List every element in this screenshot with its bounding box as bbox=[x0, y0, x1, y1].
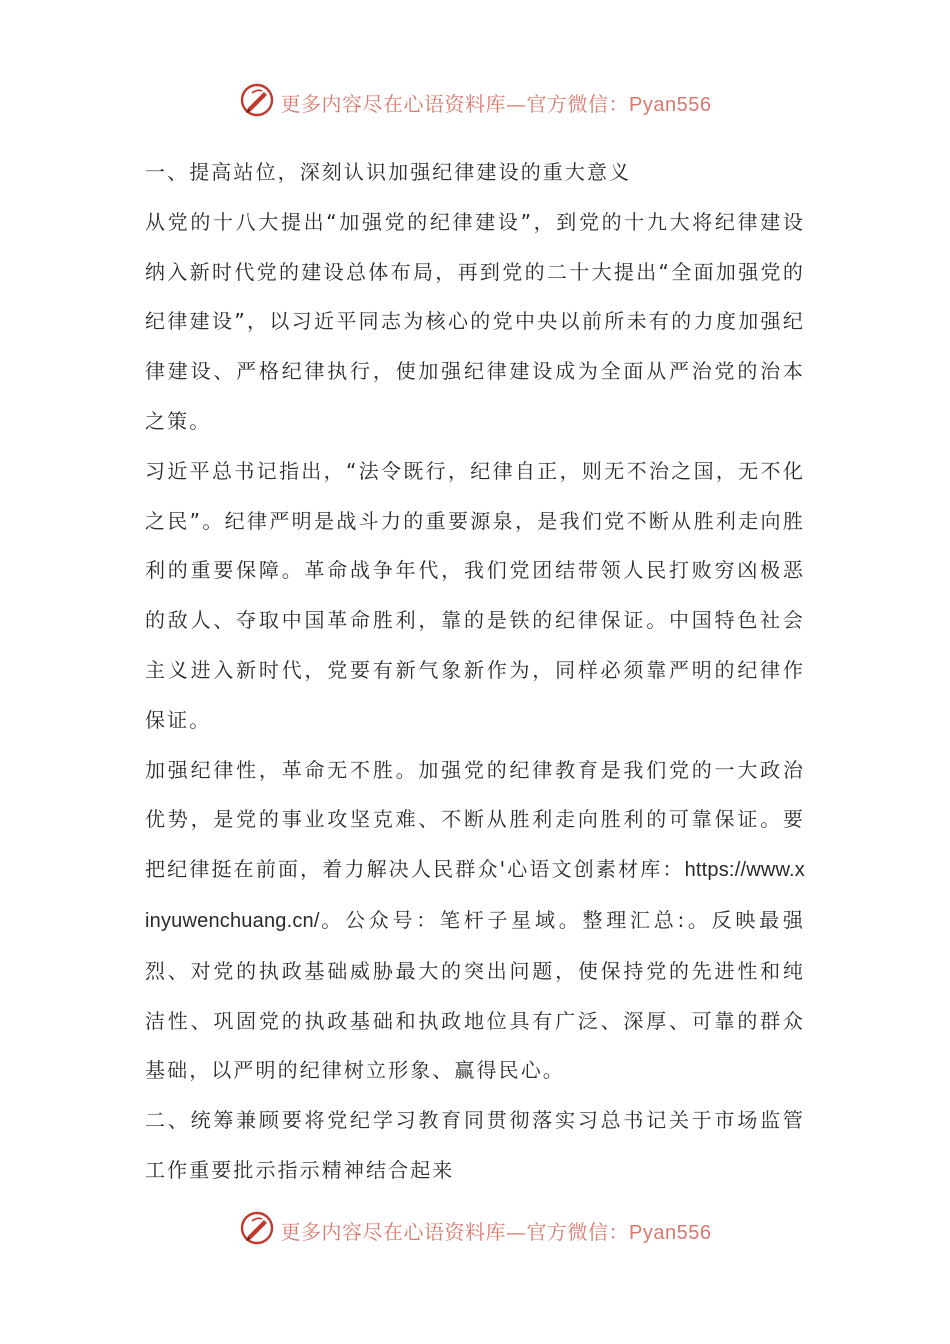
section-heading-1: 一、提高站位，深刻认识加强纪律建设的重大意义 bbox=[145, 160, 632, 184]
header-banner bbox=[0, 78, 950, 126]
pen-logo-icon bbox=[239, 1210, 281, 1250]
paragraph-2: 习近平总书记指出，“法令既行，纪律自正，则无不治之国，无不化之民”。纪律严明是战斗力的重要源泉，是我们党不断从胜利走向胜利的重要保障。革命战争年代，我们党团结带领人民打败穷凶极恶的敌人、夺取中国革命胜利，靠的是铁的纪律保证。中国特色社会主义进入新时代，党要有新气象新作为，同样必须靠严明的纪律作保证。 bbox=[145, 458, 805, 732]
header-wechat-id: Pyan556 bbox=[629, 93, 712, 116]
footer-banner bbox=[0, 1206, 950, 1254]
footer-wechat-id: Pyan556 bbox=[629, 1221, 712, 1244]
document-body bbox=[145, 148, 805, 1196]
pen-logo-icon bbox=[239, 82, 281, 122]
footer-banner-text: 更多内容尽在心语资料库—官方微信：Pyan556 bbox=[280, 1219, 712, 1244]
paragraph-3: 加强纪律性，革命无不胜。加强党的纪律教育是我们党的一大政治优势，是党的事业攻坚克难、不断从胜利走向胜利的可靠保证。要把纪律挺在前面，着力解决人民群众'心语文创素材库：https://www.xinyuwenchuang.cn/。公众号：笔杆子星域。整理汇总:。反映最强烈、对党的执政基础威胁最大的突出问题，使保持党的先进性和纯洁性、巩固党的执政基础和执政地位具有广泛、深厚、可靠的群众基础，以严明的纪律树立形象、赢得民心。 bbox=[145, 757, 805, 1083]
header-banner-text: 更多内容尽在心语资料库—官方微信：Pyan556 bbox=[280, 91, 712, 116]
paragraph-3-url: https://www.xinyuwenchuang.cn/ bbox=[145, 859, 805, 932]
section-heading-2: 二、统筹兼顾要将党纪学习教育同贯彻落实习总书记关于市场监管工作重要批示指示精神结合起来 bbox=[145, 1108, 805, 1182]
paragraph-1: 从党的十八大提出“加强党的纪律建设”，到党的十九大将纪律建设纳入新时代党的建设总体布局，再到党的二十大提出“全面加强党的纪律建设”，以习近平同志为核心的党中央以前所未有的力度加强纪律建设、严格纪律执行，使加强纪律建设成为全面从严治党的治本之策。 bbox=[145, 209, 805, 433]
